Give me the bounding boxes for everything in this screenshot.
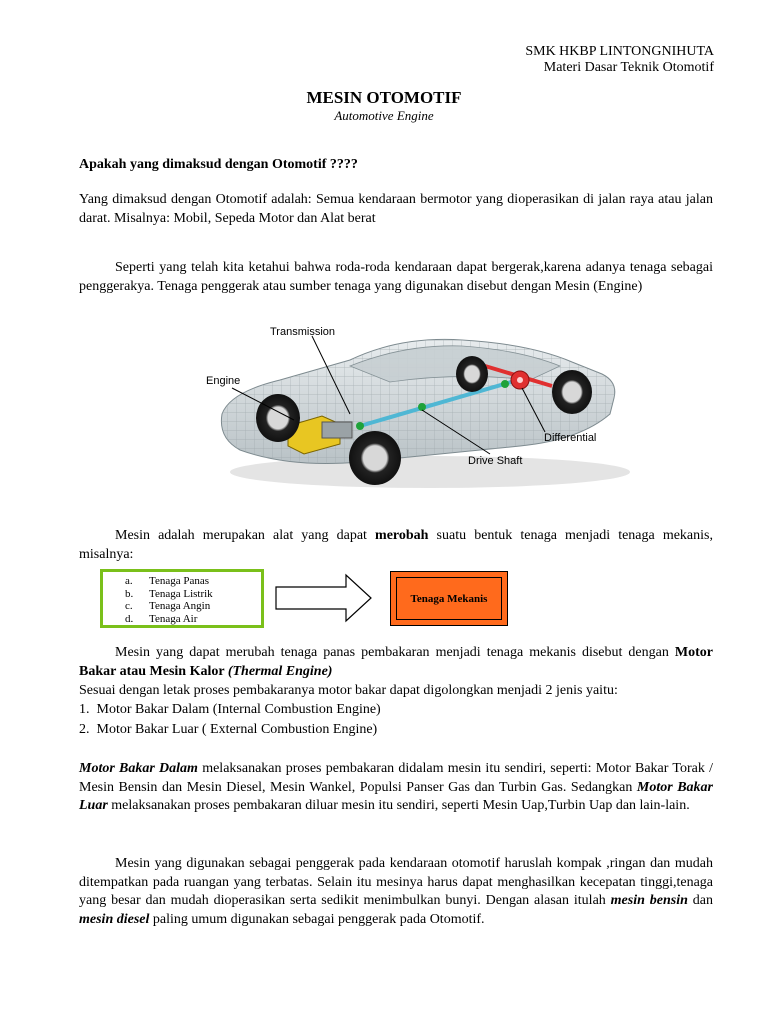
document-subtitle: Automotive Engine	[334, 108, 434, 123]
engine-label: Engine	[206, 375, 241, 387]
subject-name: Materi Dasar Teknik Otomotif	[543, 60, 714, 75]
mesin-text-bold: merobah	[375, 528, 429, 543]
list-item: b. Tenaga Listrik	[125, 587, 213, 600]
car-drivetrain-illustration	[200, 322, 632, 494]
mechanical-energy-label: Tenaga Mekanis	[396, 577, 502, 620]
drive-shaft-label: Drive Shaft	[468, 455, 523, 467]
thermal-bold: Motor Bakar atau Mesin Kalor	[79, 645, 714, 679]
document-header	[525, 44, 714, 76]
jenis-paragraph: Sesuai dengan letak proses pembakaranya motor bakar dapat digolongkan menjadi 2 jenis yaitu:	[79, 683, 618, 698]
document-title: MESIN OTOMOTIF	[306, 88, 462, 107]
mesin-text-1: Mesin adalah merupakan alat yang dapat	[115, 528, 376, 543]
question-heading: Apakah yang dimaksud dengan Otomotif ????	[79, 157, 358, 172]
transmission-label: Transmission	[270, 326, 335, 338]
energy-list	[103, 572, 261, 625]
type-item-2: 2. Motor Bakar Luar ( External Combustion Engine)	[79, 722, 378, 737]
mechanical-energy-box	[390, 571, 508, 626]
list-item: d. Tenaga Air	[125, 612, 198, 625]
differential-label: Differential	[544, 432, 597, 444]
front-right-wheel-shape	[349, 431, 401, 485]
thermal-bold-italic: (Thermal Engine)	[227, 663, 333, 679]
rear-left-wheel-shape	[456, 356, 488, 392]
engine-paragraph: Seperti yang telah kita ketahui bahwa roda-roda kendaraan dapat bergerak,karena adanya tenaga sebagai penggerakya. Tenaga penggerak atau sumber tenaga yang digunakan disebut dengan Mesin (Engine)	[79, 260, 713, 294]
mesin-text-2: suatu bentuk tenaga menjadi tenaga mekanis, misalnya:	[79, 528, 713, 562]
dalam-luar-paragraph: Motor Bakar Dalam melaksanakan proses pembakaran didalam mesin itu sendiri, seperti: Motor Bakar Torak / Mesin Bensin dan Mesin Diesel, Mesin Wankel, Populsi Panser Gas dan Turbin Gas. Sedangkan Motor Bakar Luar melaksanakan proses pembakaran diluar mesin itu sendiri, seperti Mesin Uap,Turbin Uap dan lain-lain.	[79, 761, 713, 813]
type-item-1: 1. Motor Bakar Dalam (Internal Combustion Engine)	[79, 702, 381, 717]
thermal-text: Mesin yang dapat merubah tenaga panas pembakaran menjadi tenaga mekanis disebut dengan	[115, 645, 669, 660]
mesin-paragraph	[79, 527, 713, 564]
closing-paragraph: Mesin yang digunakan sebagai penggerak pada kendaraan otomotif haruslah kompak ,ringan dan mudah ditempatkan pada ruangan yang terbatas. Selain itu mesinya harus dapat menghasilkan kecepatan tinggi,tenaga yang besar dan mudah dioperasikan serta sedikit menimbulkan bunyi. Dengan alasan itulah mesin bensin dan mesin diesel paling umum digunakan sebagai penggerak pada Otomotif.	[79, 856, 713, 927]
definition-paragraph: Yang dimaksud dengan Otomotif adalah: Semua kendaraan bermotor yang dioperasikan di jalan raya atau jalan darat. Misalnya: Mobil, Sepeda Motor dan Alat berat	[79, 192, 713, 226]
thermal-paragraph	[79, 644, 713, 681]
school-name: SMK HKBP LINTONGNIHUTA	[525, 44, 714, 59]
list-item: c. Tenaga Angin	[125, 600, 211, 613]
right-arrow-icon	[274, 573, 374, 623]
front-left-wheel-shape	[256, 394, 300, 442]
list-item: a. Tenaga Panas	[125, 575, 210, 587]
energy-source-box	[100, 569, 264, 628]
rear-right-wheel-shape	[552, 370, 592, 414]
